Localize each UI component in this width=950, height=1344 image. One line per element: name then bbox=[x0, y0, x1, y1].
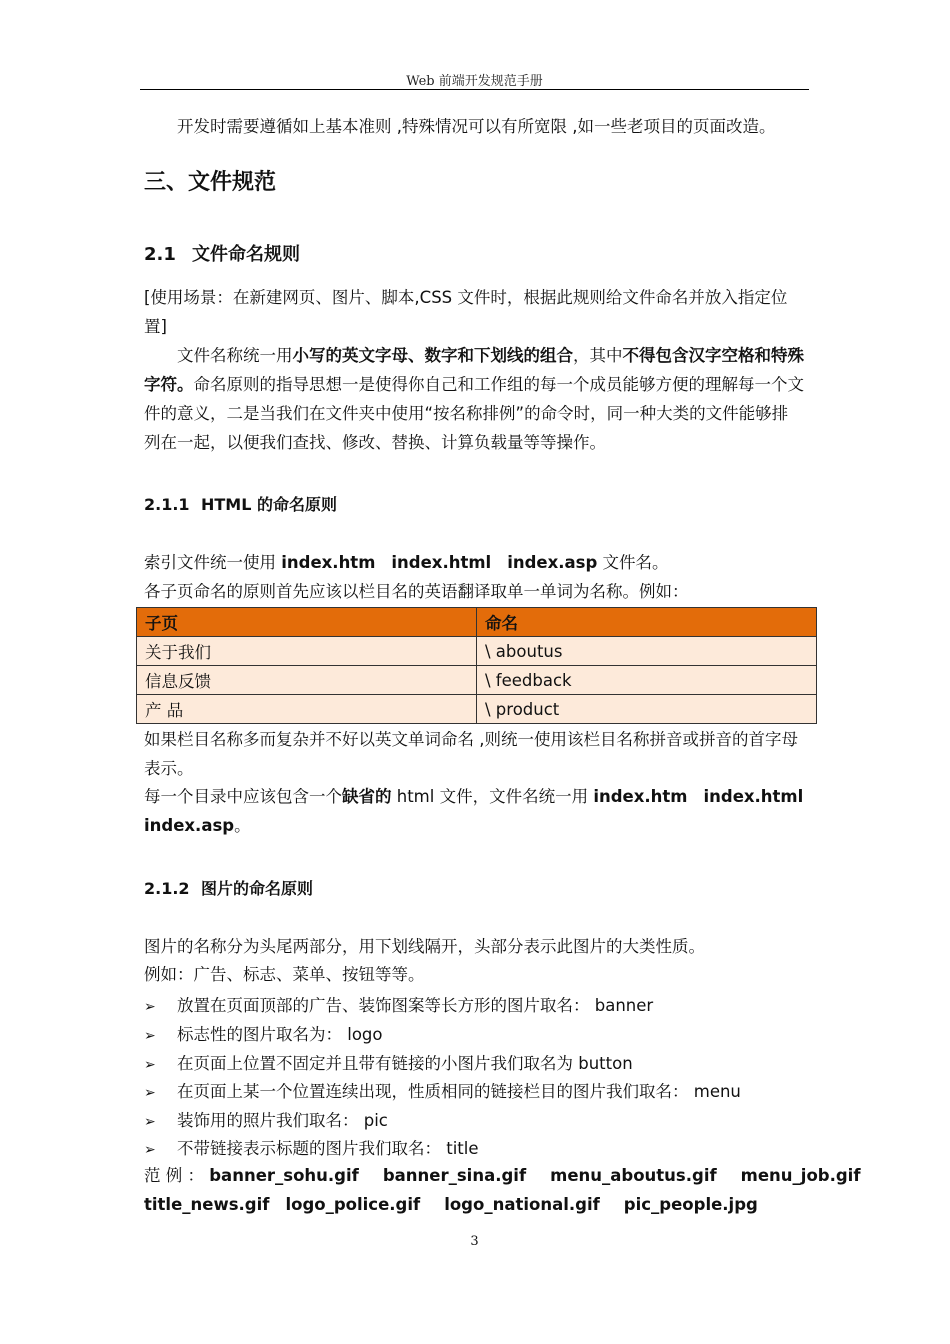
page-number: 3 bbox=[470, 1234, 479, 1249]
usage-line-1: [使用场景：在新建网页、图片、脚本,CSS 文件时，根据此规则给文件命名并放入指定位 bbox=[144, 288, 788, 307]
default-text: 。 bbox=[234, 816, 251, 835]
image-naming-heading bbox=[144, 876, 313, 899]
usage-line-2: 置] bbox=[144, 317, 167, 336]
image-naming-number: 2.1.2 bbox=[144, 879, 190, 898]
rule-paragraph-line-2 bbox=[144, 370, 804, 399]
page-header-title: Web 前端开发规范手册 bbox=[406, 74, 543, 89]
bullet-item bbox=[144, 1106, 388, 1137]
example-filename: menu_job.gif bbox=[740, 1166, 861, 1185]
rule-paragraph-line-1 bbox=[177, 341, 804, 370]
bullet-text: 放置在页面顶部的广告、装饰图案等长方形的图片取名： banner bbox=[177, 996, 654, 1015]
table-cell: \ feedback bbox=[477, 666, 817, 695]
bullet-text: 不带链接表示标题的图片我们取名： title bbox=[177, 1139, 479, 1158]
example-filename: pic_people.jpg bbox=[623, 1195, 758, 1214]
arrow-right-icon: ➢ bbox=[144, 1028, 156, 1044]
complex-name-line-2: 表示。 bbox=[144, 759, 194, 778]
default-filename: index.htm bbox=[593, 787, 688, 806]
bullet-text: 标志性的图片取名为： logo bbox=[177, 1025, 383, 1044]
default-file-line-1 bbox=[144, 782, 803, 811]
index-filename: index.html bbox=[391, 553, 492, 572]
example-filename: banner_sohu.gif bbox=[209, 1166, 359, 1185]
index-files-line bbox=[144, 548, 669, 577]
default-filename: index.html bbox=[703, 787, 804, 806]
html-naming-heading bbox=[144, 492, 337, 515]
rule-text: 文件名称统一用 bbox=[177, 346, 293, 365]
subsection-title: 文件命名规则 bbox=[192, 244, 300, 265]
index-text: 文件名。 bbox=[597, 553, 669, 572]
section-title: 三、文件规范 bbox=[144, 170, 277, 195]
arrow-right-icon: ➢ bbox=[144, 1057, 156, 1073]
examples-line-2 bbox=[144, 1190, 758, 1219]
table-header-cell: 命名 bbox=[477, 608, 817, 637]
subpage-rule-line: 各子页命名的原则首先应该以栏目名的英语翻译取单一单词为名称。例如： bbox=[144, 582, 689, 601]
rule-bold-text: 不得包含汉字空格和特殊 bbox=[622, 346, 804, 365]
default-text: html 文件，文件名统一用 bbox=[391, 787, 594, 806]
table-cell: 信息反馈 bbox=[137, 666, 477, 695]
default-file-line-2 bbox=[144, 811, 251, 840]
bullet-text: 在页面上位置不固定并且带有链接的小图片我们取名为 button bbox=[177, 1054, 633, 1073]
table-cell: \ aboutus bbox=[477, 637, 817, 666]
arrow-right-icon: ➢ bbox=[144, 1085, 156, 1101]
table-cell: 产 品 bbox=[137, 695, 477, 724]
examples-label: 范 例 ： bbox=[144, 1166, 204, 1185]
table-header-row bbox=[137, 608, 817, 637]
default-text: 每一个目录中应该包含一个 bbox=[144, 787, 342, 806]
intro-paragraph: 开发时需要遵循如上基本准则 ,特殊情况可以有所宽限 ,如一些老项目的页面改造。 bbox=[177, 117, 776, 136]
image-naming-title: 图片的命名原则 bbox=[201, 879, 314, 898]
subsection-number: 2.1 bbox=[144, 244, 176, 265]
table-row bbox=[137, 666, 817, 695]
example-filename: logo_police.gif bbox=[285, 1195, 421, 1214]
bullet-item bbox=[144, 1049, 633, 1080]
rule-paragraph-line-3: 件的意义，二是当我们在文件夹中使用“按名称排例”的命令时，同一种大类的文件能够排 bbox=[144, 404, 789, 423]
header-rule bbox=[140, 89, 809, 90]
table-row bbox=[137, 695, 817, 724]
rule-bold-text: 小写的英文字母、数字和下划线的组合 bbox=[292, 346, 573, 365]
image-intro-line-2: 例如：广告、标志、菜单、按钮等等。 bbox=[144, 965, 425, 984]
image-intro-line-1: 图片的名称分为头尾两部分，用下划线隔开，头部分表示此图片的大类性质。 bbox=[144, 937, 705, 956]
table-header-cell: 子页 bbox=[137, 608, 477, 637]
subsection-heading bbox=[144, 240, 300, 266]
bullet-item bbox=[144, 1077, 741, 1108]
table-cell: 关于我们 bbox=[137, 637, 477, 666]
arrow-right-icon: ➢ bbox=[144, 1114, 156, 1130]
bullet-text: 装饰用的照片我们取名： pic bbox=[177, 1111, 388, 1130]
rule-text: 命名原则的指导思想一是使得你自己和工作组的每一个成员能够方便的理解每一个文 bbox=[193, 375, 804, 394]
rule-paragraph-line-4: 列在一起，以便我们查找、修改、替换、计算负载量等等操作。 bbox=[144, 433, 606, 452]
table-cell: \ product bbox=[477, 695, 817, 724]
examples-line-1 bbox=[144, 1161, 861, 1190]
bullet-item bbox=[144, 991, 653, 1022]
example-filename: title_news.gif bbox=[144, 1195, 270, 1214]
example-filename: banner_sina.gif bbox=[382, 1166, 527, 1185]
example-filename: menu_aboutus.gif bbox=[550, 1166, 717, 1185]
html-naming-number: 2.1.1 bbox=[144, 495, 190, 514]
index-filename: index.asp bbox=[507, 553, 598, 572]
bullet-text: 在页面上某一个位置连续出现，性质相同的链接栏目的图片我们取名： menu bbox=[177, 1082, 741, 1101]
arrow-right-icon: ➢ bbox=[144, 1142, 156, 1158]
index-filename: index.htm bbox=[281, 553, 376, 572]
default-filename: index.asp bbox=[144, 816, 235, 835]
complex-name-line-1: 如果栏目名称多而复杂并不好以英文单词命名 ,则统一使用该栏目名称拼音或拼音的首字母 bbox=[144, 730, 798, 749]
table-row bbox=[137, 637, 817, 666]
default-bold-text: 缺省的 bbox=[342, 787, 392, 806]
rule-text: ，其中 bbox=[573, 346, 623, 365]
rule-bold-text: 字符。 bbox=[144, 375, 194, 394]
bullet-item bbox=[144, 1020, 383, 1051]
arrow-right-icon: ➢ bbox=[144, 999, 156, 1015]
subpage-naming-table bbox=[136, 607, 817, 724]
example-filename: logo_national.gif bbox=[444, 1195, 600, 1214]
index-text: 索引文件统一使用 bbox=[144, 553, 282, 572]
html-naming-title: HTML 的命名原则 bbox=[201, 495, 337, 514]
